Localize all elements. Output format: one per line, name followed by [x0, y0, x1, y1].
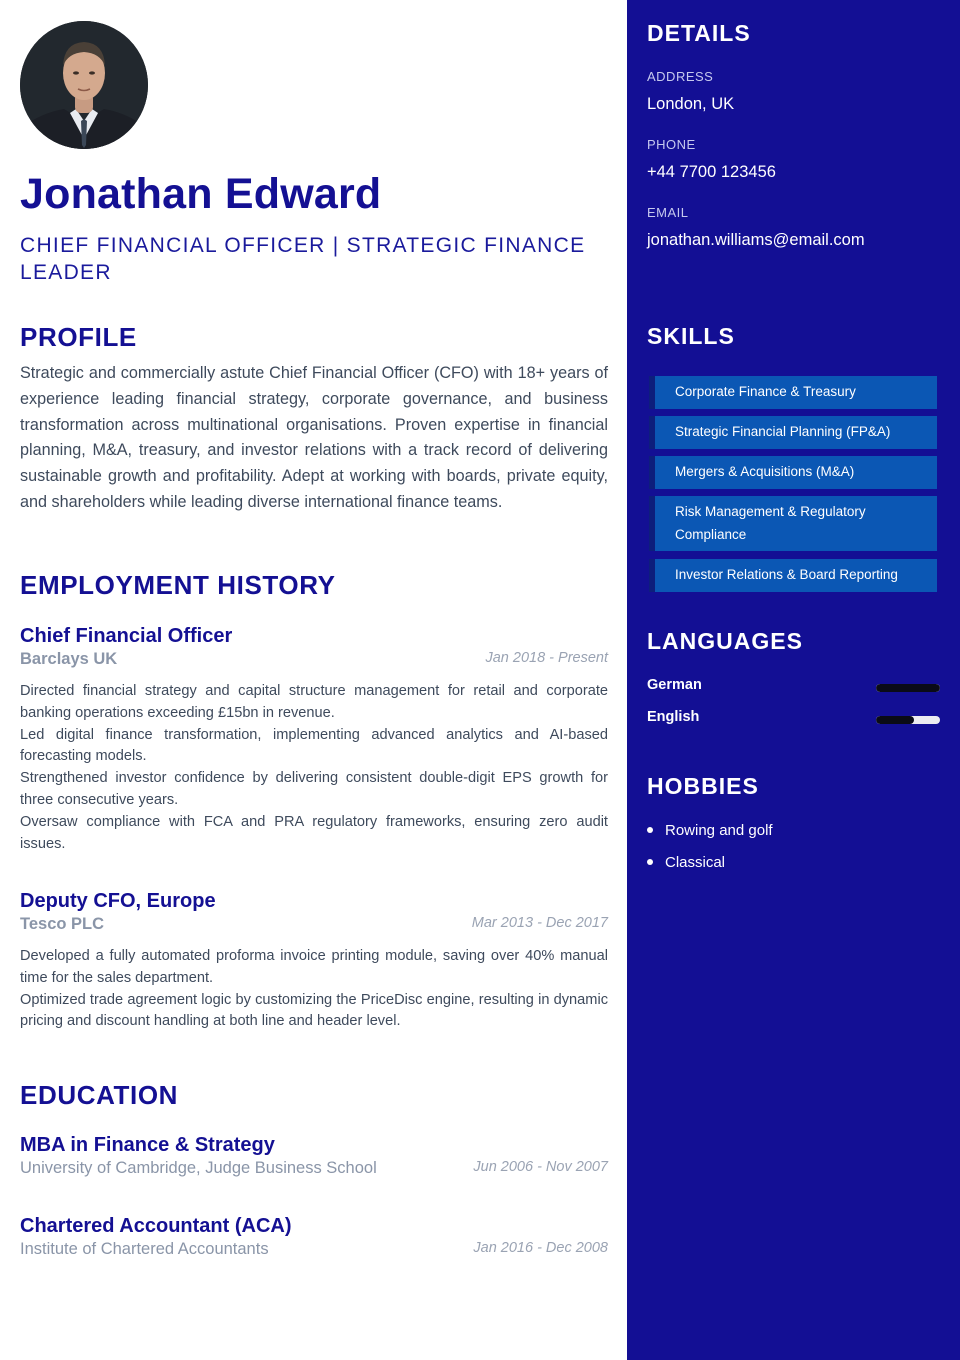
school-name: Institute of Chartered Accountants	[20, 1240, 269, 1258]
bullet-icon	[647, 859, 653, 865]
school-name: University of Cambridge, Judge Business School	[20, 1159, 377, 1177]
company-name: Barclays UK	[20, 650, 118, 668]
skill-chip: Strategic Financial Planning (FP&A)	[649, 416, 937, 449]
candidate-name: Jonathan Edward	[20, 170, 382, 218]
hobby-item	[647, 854, 725, 871]
sidebar	[627, 0, 960, 1360]
job-title: Chief Financial Officer	[20, 625, 233, 647]
degree-title: Chartered Accountant (ACA)	[20, 1215, 292, 1237]
email-label: EMAIL	[647, 205, 689, 220]
job-headline: CHIEF FINANCIAL OFFICER | STRATEGIC FINANCE LEADER	[20, 234, 586, 284]
profile-heading: PROFILE	[20, 322, 137, 352]
skill-chip: Mergers & Acquisitions (M&A)	[649, 456, 937, 489]
language-level-fill	[876, 684, 940, 692]
avatar	[20, 21, 148, 149]
job-dates: Jan 2018 - Present	[485, 650, 608, 666]
education-entry	[20, 1215, 608, 1264]
language-level-bar	[876, 716, 940, 724]
job-bullet: Led digital finance transformation, implementing advanced analytics and AI-based forecasting models.	[20, 726, 608, 765]
language-name: German	[647, 677, 702, 693]
profile-summary: Strategic and commercially astute Chief Financial Officer (CFO) with 18+ years of experience leading financial strategy, corporate governance, and business transformation across multinational organisations. Proven expertise in financial planning, M&A, treasury, and investor relations with a track record of delivering sustainable growth and profitability. Adept at working with boards, private equity, and shareholders while leading diverse international finance teams.	[20, 364, 608, 511]
phone-value: +44 7700 123456	[647, 163, 776, 181]
language-level-bar	[876, 684, 940, 692]
job-dates: Mar 2013 - Dec 2017	[471, 915, 608, 931]
job-description	[20, 681, 608, 855]
education-dates: Jun 2006 - Nov 2007	[473, 1159, 608, 1175]
job-title: Deputy CFO, Europe	[20, 890, 216, 912]
language-name: English	[647, 709, 700, 725]
portrait-image	[20, 21, 148, 149]
job-bullet: Developed a fully automated proforma invoice printing module, saving over 40% manual time for the sales department.	[20, 948, 608, 986]
employment-heading: EMPLOYMENT HISTORY	[20, 570, 336, 600]
job-description	[20, 946, 608, 1033]
job-bullet: Oversaw compliance with FCA and PRA regulatory frameworks, ensuring zero audit issues.	[20, 813, 608, 852]
hobby-label: Classical	[665, 854, 726, 871]
education-dates: Jan 2016 - Dec 2008	[473, 1240, 608, 1256]
languages-heading: LANGUAGES	[647, 628, 803, 654]
job-bullet: Directed financial strategy and capital structure management for retail and corporate banking operations exceeding £15bn in revenue.	[20, 683, 608, 721]
hobby-item	[647, 822, 773, 839]
job-entry	[20, 625, 608, 855]
job-bullet: Strengthened investor confidence by delivering consistent double-digit EPS growth for three consecutive years.	[20, 770, 608, 808]
education-entry	[20, 1134, 608, 1183]
address-label: ADDRESS	[647, 69, 714, 84]
skills-heading: SKILLS	[647, 323, 735, 349]
language-level-fill	[876, 716, 914, 724]
address-value: London, UK	[647, 95, 735, 113]
hobby-label: Rowing and golf	[665, 822, 773, 839]
company-name: Tesco PLC	[20, 915, 105, 933]
details-heading: DETAILS	[647, 20, 751, 46]
degree-title: MBA in Finance & Strategy	[20, 1134, 275, 1156]
job-bullet: Optimized trade agreement logic by customizing the PriceDisc engine, resulting in dynamic pricing and discount handling at both line and header level.	[20, 991, 608, 1030]
hobbies-heading: HOBBIES	[647, 773, 759, 799]
job-entry	[20, 890, 608, 1033]
bullet-icon	[647, 827, 653, 833]
email-value[interactable]: jonathan.williams@email.com	[647, 231, 865, 249]
skill-chip: Corporate Finance & Treasury	[649, 376, 937, 409]
phone-label: PHONE	[647, 137, 696, 152]
education-heading: EDUCATION	[20, 1080, 179, 1110]
skill-chip: Risk Management & Regulatory Compliance	[649, 496, 937, 551]
skill-chip: Investor Relations & Board Reporting	[649, 559, 937, 592]
